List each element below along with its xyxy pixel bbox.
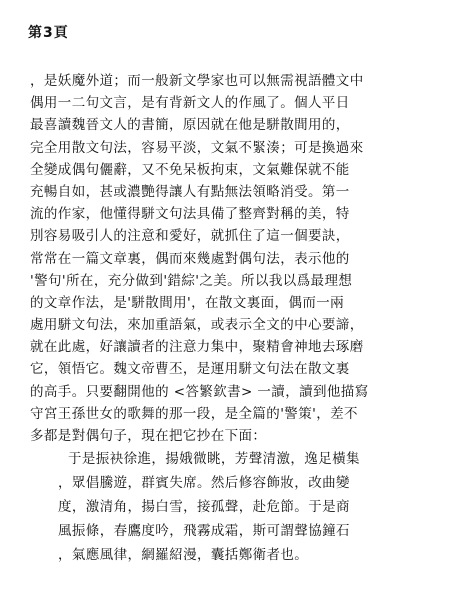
text-line: 最喜讀魏晉文人的書簡，原因就在他是駢散間用的，: [30, 117, 350, 134]
text-line: 的文章作法，是'駢散間用'，在散文裏面，偶而一兩: [30, 294, 345, 311]
text-line: 完全用散文句法，容易平淡，文氣不緊湊；可是換過來: [30, 139, 364, 156]
page-number-label: 第3頁: [28, 25, 69, 41]
text-line: 偶用一二句文言，是有背新文人的作風了。個人平日: [30, 95, 350, 112]
body-paragraph: [30, 70, 430, 447]
text-line: 充暢自如，甚或濃艷得讓人有點無法領略消受。第一: [30, 183, 350, 200]
text-line: 就在此處，好讓讀者的注意力集中，聚精會神地去琢磨: [30, 339, 364, 356]
quote-line: 度，激清角，揚白雪，接孤聲，赴危節。于是商: [58, 499, 350, 515]
text-line: '警句'所在，充分做到'錯綜'之美。所以我以爲最理想: [30, 272, 353, 289]
text-line: 別容易吸引人的注意和愛好，就抓住了這一個要訣，: [30, 228, 350, 245]
text-line: ，是妖魔外道；而一般新文學家也可以無需視語體文中: [30, 73, 364, 89]
text-line: 守宮王孫世女的歌舞的那一段，是全篇的'警策'，差不: [30, 405, 358, 422]
text-line: 它，領悟它。魏文帝曹丕，是運用駢文句法在散文裏: [30, 361, 350, 378]
text-line: 多都是對偶句子，現在把它抄在下面：: [30, 428, 267, 444]
quote-line: ，氣應風律，網羅紹漫，囊括鄭衛者也。: [58, 547, 309, 563]
text-line: 處用駢文句法，來加重語氣，或表示全文的中心要諦，: [30, 317, 364, 334]
text-line: 的高手。只要翻開他的 <答繁欽書> 一讀，讀到他描寫: [30, 383, 369, 400]
quote-line: 于是振袂徐進，揚娥微眺，芳聲清激，逸足橫集: [68, 451, 360, 467]
block-quote: [58, 447, 428, 567]
text-line: 常常在一篇文章裏，偶而來幾處對偶句法，表示他的: [30, 250, 350, 267]
quote-line: 風振條，春鷹度吟，飛霧成霜，斯可謂聲協鐘石: [58, 523, 350, 539]
quote-line: ，眾倡騰遊，群賓失席。然后修容飾妝，改曲變: [58, 475, 350, 491]
text-line: 流的作家，他懂得駢文句法具備了整齊對稱的美，特: [30, 206, 350, 223]
text-line: 全變成偶句儷辭，又不免呆板拘束，文氣難保就不能: [30, 161, 350, 178]
